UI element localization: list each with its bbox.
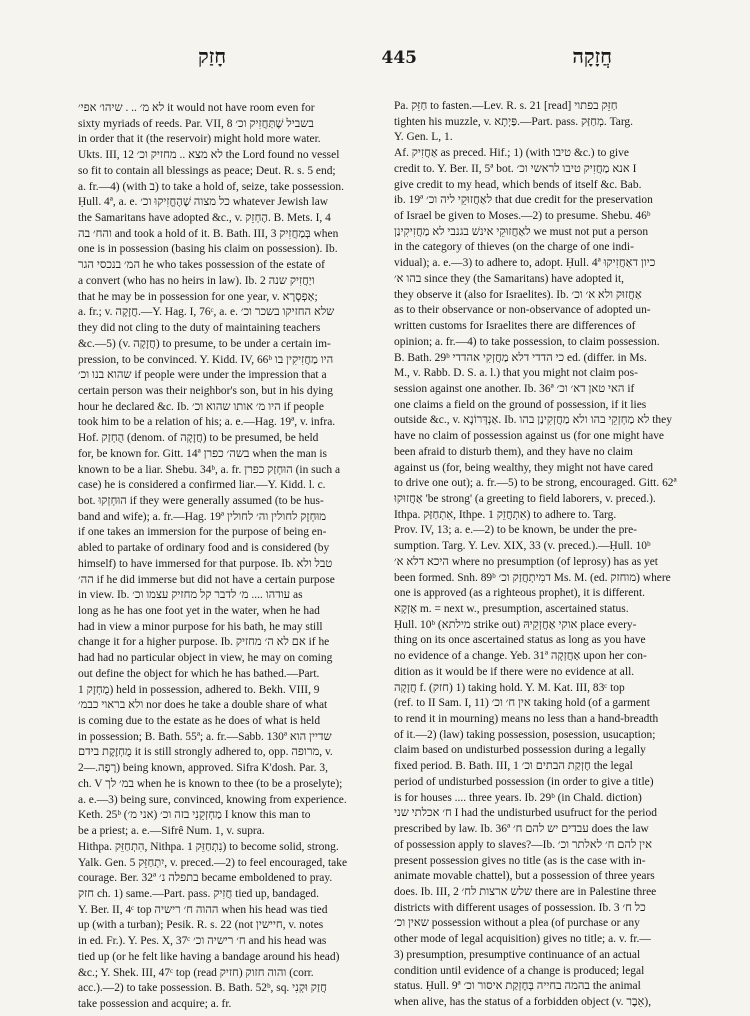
text-line: Ḥull. 10ᵇ (מילתא strike out) אוקי אַחֲזְקֵיהּ place every- [394, 618, 637, 631]
text-line: change it for a higher purpose. Ib. אם לא ה׳ מחזיק if he [78, 636, 330, 649]
text-line: בהו א׳ since they (the Samaritans) have adopted it, [394, 272, 625, 285]
text-line: ולא בראוי כבמ׳ nor does he take a double share of what [78, 699, 328, 712]
columns [78, 101, 692, 1013]
text-line: long as he has one foot yet in the water, when he had [78, 605, 320, 617]
text-line: Ukts. III, 12 לא מצא .. מחזיק וכ׳ the Lord found no vessel [78, 149, 340, 162]
text-line: band and wife); a. fr.—Hag. 19ª מוּחְזָק לחולין וה׳ לחולין [78, 510, 327, 523]
text-line: one is approved (as a righteous prophet), it is different. [394, 587, 646, 600]
text-line: Y. Gen. L, 1. [394, 131, 453, 144]
text-line: אַחֲזוּקוּ 'be strong' (a greeting to field laborers, v. preced.). [394, 492, 656, 505]
text-line: a. fr.; v. חֲזָקָה.—Y. Hag. I, 76ᶜ, a. e. שלא החזיקו בשכר וכ׳ [78, 306, 335, 319]
text-line: the Samaritans have adopted &c., v. הֶחְזֵק. B. Mets. I, 4 [78, 212, 331, 225]
text-line: known to be a liar. Shebu. 34ᵇ, a. fr. הוּחְזַק כפרן (in such a [78, 463, 341, 476]
text-line: Ithpa. אִתְחַזַּק, Ithpe. אִתְחֲזֵק 1) to adhere to. Targ. [394, 508, 617, 521]
text-line: vidual); a. e.—3) to adhere to, adopt. Ḥull. 4ª כיון דאַחֲזִיקוּ [394, 257, 656, 270]
text-line: to rend it in mourning) means no less than a hand-breadth [394, 713, 659, 726]
text-line: in possession; B. Bath. 55ª; a. fr.—Sabb. 130ª שדיין הוא [78, 730, 332, 743]
text-line: Af. אַחֲזִיק as preced. Hif.; 1) (with טיבו &c.) to give [394, 147, 629, 160]
text-line: present possession gives no title (as is the case with in- [394, 854, 646, 867]
text-line: himself) to have immersed for that purpose. Ib. טבל ולא [78, 557, 333, 570]
text-line: for, be known for. Gitt. 14ª בשה׳ כפרן when the man is [78, 447, 327, 460]
header-right-word: חֲזָקָה [572, 44, 612, 68]
text-line: (ref. to II Sam. I, 11) אין ח׳ וכ׳ taking hold (of a garment [394, 697, 650, 710]
text-line: acc.).—2) to take possession. B. Bath. 52ᵇ, sq. חֲזַק וּקְנִי [78, 982, 327, 995]
text-line: does. Ib. III, 2 שלש ארצות לח׳ there are in Palestine three [394, 885, 657, 898]
text-line: animate movable chattel), but a possession of three years [394, 870, 655, 883]
text-line: have no claim of possession against us (for one might have [394, 430, 664, 443]
text-line: of possession apply to slaves?—Ib. אין להם ח׳ לאלתר וכ׳ [394, 838, 652, 851]
text-line: courage. Ber. 32ª בתפלה נ׳ became emboldened to pray. [78, 872, 333, 885]
text-line: המ׳ בנכסי הגר he who takes possession of the estate of [78, 259, 325, 272]
text-line: in order that it (the reservoir) might hold more water. [78, 133, 321, 146]
text-line: against us (for, being wealthy, they might not have cared [394, 461, 653, 474]
text-line: Ḥull. 4ª, a. e. כל מצוה שֶׁהֶחֱזִיקוּ וכ׳ whatever Jewish law [78, 196, 329, 209]
text-line: B. Bath. 29ᵇ כי הדדי דלא מַחֲזְקִי אהדדי ed. (differ. in Ms. [394, 351, 647, 364]
text-line: מֻחְזֶקֶת בידם it is still strongly adhered to, opp. מרופה, v. [78, 746, 333, 759]
text-line: חזק ch. 1) same.—Part. pass. חֲזִיק tied up, bandaged. [78, 887, 320, 900]
text-line: dition as it would be if there were no evidence at all. [394, 665, 635, 678]
text-line: pression, to be convinced. Y. Kidd. IV, 66ᵇ היו מַחֲזִיקִין בו [78, 353, 334, 366]
text-line: written customs for Israelites there are differences of [394, 320, 636, 333]
text-line: as to their observance or non-observance of adopted un- [394, 304, 651, 317]
page-number: 445 [381, 48, 417, 68]
text-line: been afraid to disturb them), and they have no claim [394, 445, 633, 458]
right-column [394, 99, 692, 1013]
text-line: ח׳ אכלתי שני I had the undisturbed usufruct for the period [394, 807, 657, 820]
text-line: a convert (who has no heirs in law). Ib. 2 ויַחֲזִיק שנה [78, 274, 315, 287]
text-line: ch. V במ׳ לך when he is known to thee (to be a proselyte); [78, 777, 343, 790]
text-line: took him to be a relation of his; a. e.—Hag. 19ª, v. infra. [78, 416, 336, 429]
text-line: out define the object for which he has bathed.—Part. [78, 667, 320, 680]
text-line: period of undisturbed possession (in order to give a title) [394, 775, 654, 788]
text-line: 3) presumption, presumptive continuance of an actual [394, 948, 641, 961]
text-line: שאין וכ׳ possession without a plea (of purchase or any [394, 917, 640, 930]
text-line: opinion; a. fr.—4) to take possession, to claim possession. [394, 335, 660, 348]
text-line: is for houses .... three years. Ib. 29ᵇ (in Chald. diction) [394, 791, 642, 804]
text-line: take possession and acquire; a. fr. [78, 997, 232, 1010]
text-line: up (with a turban); Pesik. R. s. 22 (not חיישין, v. notes [78, 919, 324, 932]
text-line: one claims a field on the ground of possession, if it lies [394, 398, 647, 411]
text-line: so fit to contain all blessings as peace; Deut. R. s. 5 end; [78, 164, 336, 177]
text-line: other mode of legal acquisition) gives no title; a. v. fr.— [394, 933, 651, 946]
text-line: שהוא בנו וכ׳ if people were under the impression that a [78, 369, 327, 382]
text-line: case) he is considered a confirmed liar.—Y. Kidd. l. c. [78, 479, 326, 492]
text-line: been formed. Snh. 89ᵇ דמִיתְחֲזַק וכ׳ Ms. M. (ed. מוחזק) where [394, 571, 671, 584]
text-line: לא מ׳ .. . שיהו׳ אפי׳ it would not have room even for [78, 102, 315, 114]
text-line: of Israel be given to Moses.—2) to presume. Shebu. 46ᵇ [394, 210, 651, 223]
text-line: no evidence of a change. Yeb. 31ª אַחֲזְקָה upon her con- [394, 650, 647, 663]
text-line: tighten his muzzle, v. פַּיְתָא.—Part. pass. מְחַזַּק. Targ. [394, 115, 634, 128]
text-line: is coming due to the estate as he does of what is held [78, 715, 321, 728]
left-column [78, 101, 376, 1013]
text-line: one is in possession (basing his claim on possession). Ib. [78, 243, 338, 256]
text-line: הה׳ if he did immerse but did not have a certain purpose [78, 573, 335, 586]
text-line: give credit to my head, which bends of itself &c. Bab. [394, 178, 642, 191]
text-line: fixed period. B. Bath. III, 1 חֶזְקַת הבתים וכ׳ the legal [394, 760, 633, 773]
text-line: אַזְקָא m. = next w., presumption, ascertained status. [394, 603, 629, 615]
text-line: a. fr.—4) (with ב) to take a hold of, seize, take possession. [78, 180, 344, 193]
text-line: to drive one out); a. fr.—5) to be strong, encouraged. Gitt. 62ª [394, 477, 677, 490]
text-line: לאַחֲזוּקֵי אינשׁ בגנבי לא מַחֲזִיקִינַן we must not put a person [394, 225, 649, 238]
text-line: bot. הוּחְזְקוּ if they were generally assumed (to be hus- [78, 494, 324, 507]
text-line: certain person was their neighbor's son, but in his dying [78, 384, 333, 397]
text-line: Hithpa. הִתְחַזֵּק, Nithpa. נִתְחַזֵּק 1) to become solid, strong. [78, 840, 339, 853]
text-line: had had no particular object in view, he may on coming [78, 652, 333, 665]
text-line: in the category of thieves (on the charge of one indi- [394, 241, 634, 254]
text-line: session against one another. Ib. 36ª האי טאן דא׳ וכ׳ if [394, 382, 635, 395]
text-line: M., v. Rabb. D. S. a. l.) that you might not claim pos- [394, 367, 638, 380]
text-line: of it.—2) (law) taking possession, posession, usucaption; [394, 728, 656, 741]
text-line: Keth. 25ᵇ מַחְזְקֵנִי בזה וכ׳ (אני מ׳) I know this man to [78, 809, 311, 822]
text-line: in view. Ib. עודהו .... מ׳ לדבר קל מחזיק עצמו וכ׳ as [78, 589, 303, 602]
text-line: &c.; Y. Shek. III, 47ᶜ top (read חזיק) והוה חזוק (corr. [78, 966, 314, 979]
text-line: thing on its once ascertained status as long as you have [394, 634, 646, 647]
text-line: רָפָה.—2) being known, approved. Sifra K'dosh. Par. 3, [78, 762, 328, 775]
text-line: Y. Ber. II, 4ᶜ top ההוה ח׳ רישיה when his head was tied [78, 903, 328, 916]
text-line: tied up (or he felt like having a bandage around his head) [78, 950, 340, 963]
text-line: prescribed by law. Ib. 36ª עבדים יש להם ח׳ does the law [394, 823, 649, 836]
page-header [78, 44, 692, 69]
text-line: when alive, has the status of a forbidden object (v. אֵבֶר), [394, 995, 652, 1008]
text-line: Prov. IV, 13; a. e.—2) to be known, be under the pre- [394, 524, 637, 537]
text-line: Pa. חַזֵּק to fasten.—Lev. R. s. 21 [read] חַזֵּק בפתוי [394, 100, 618, 112]
text-line: status. Ḥull. 9ª בהמה בחייה בְּחֶזְקַת איסור וכ׳ the animal [394, 980, 641, 993]
text-line: be a priest; a. e.—Sifrê Num. 1, v. supra. [78, 825, 265, 838]
text-line: condition until evidence of a change is produced; legal [394, 964, 645, 977]
text-line: חֲזָקָה f. (חזק) 1) taking hold. Y. M. Kat. III, 83ᶜ top [394, 681, 625, 694]
text-line: מֻחְזָק 1) held in possession, adhered to. Bekh. VIII, 9 [78, 683, 320, 696]
text-line: abled to partake of ordinary food and is considered (by [78, 542, 330, 555]
text-line: outside &c., v. אַנְדְּרוֹנָא. Ib. לא מַחְזְקֵי בהו ולא מַחֲזְקִינַן בהו they [394, 414, 672, 427]
text-line: a. e.—3) being sure, convinced, knowing from experience. [78, 793, 347, 806]
text-line: sixty myriads of reeds. Par. VII, 8 בשביל שֶׁתַּחֲזִיק וכ׳ [78, 117, 314, 130]
text-line: they observe it (also for Israelites). Ib. אַחֲזוּק ולא א׳ וכ׳ [394, 288, 642, 301]
text-line: sumption. Targ. Y. Lev. XIX, 33 (v. preced.).—Ḥull. 10ᵇ [394, 540, 651, 553]
text-line: if one takes an immersion for the purpose of being en- [78, 526, 327, 539]
text-line: ib. 19ª לאַחֲזוּקֵי ליה וכ׳ that due credit for the preservation [394, 194, 653, 207]
text-line: that he may be in possession for one year, v. אַפְסָרָא; [78, 290, 318, 303]
text-line: they did not cling to the duty of maintaining teachers [78, 322, 321, 335]
text-line: היכא דלא א׳ where no presumption (of leprosy) has as yet [394, 555, 658, 568]
text-line: credit to. Y. Ber. II, 5ª bot. אנא מַחֲזִיק טיבו לראשי וכ׳ I [394, 162, 637, 175]
text-line: had in view a minor purpose for his bath, he may still [78, 620, 323, 633]
text-line: claim based on undisturbed possession during a legally [394, 744, 646, 757]
text-line: והח׳ בה and took a hold of it. B. Bath. III, 3 בְּמַחֲזִיק when [78, 227, 339, 240]
text-line: &c.—5) (v. חֲזָקָה) to presume, to be under a certain im- [78, 337, 331, 350]
text-line: Hof. הֻחְזַק (denom. of חֲזָקָה) to be presumed, be held [78, 432, 319, 445]
text-line: hour he declared &c. Ib. היו מ׳ אותו שהוא וכ׳ if people [78, 400, 324, 413]
text-line: districts with different usages of possession. Ib. 3 כל ח׳ [394, 901, 646, 914]
text-line: Yalk. Gen. 5 יִתְחַזֵּק, v. preced.—2) to feel encouraged, take [78, 856, 348, 869]
header-left-word: חָזַק [198, 44, 227, 68]
text-line: in ed. Fr.). Y. Pes. X, 37ᶜ ח׳ רישיה וכ׳ and his head was [78, 935, 327, 948]
